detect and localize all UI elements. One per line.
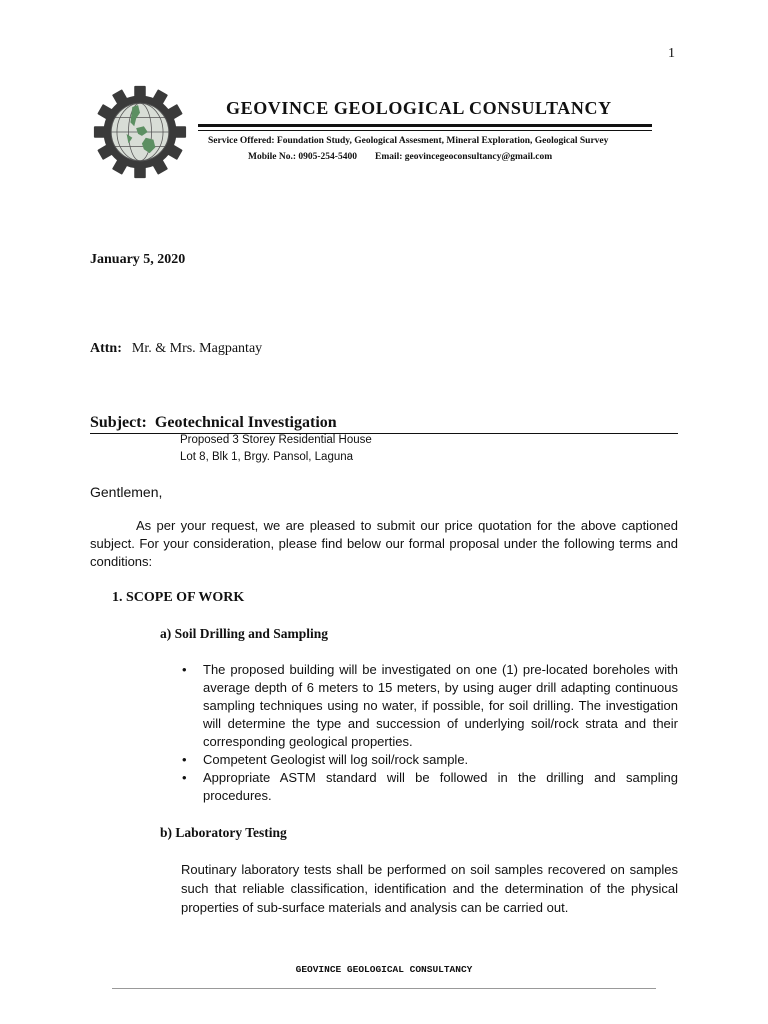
project-location: Lot 8, Blk 1, Brgy. Pansol, Laguna xyxy=(180,451,354,463)
bullet-text: Appropriate ASTM standard will be followed in the drilling and sampling procedures. xyxy=(203,770,678,803)
bullet-icon: • xyxy=(182,662,187,677)
section-scope-of-work: 1. SCOPE OF WORK xyxy=(112,590,245,605)
attn-name: Mr. & Mrs. Magpantay xyxy=(131,341,263,356)
bullet-text: The proposed building will be investigated on one (1) pre-located boreholes with average depth of 6 meters to 15 meters, by using auger drill adapting continuous sampling techniques using no water, if possible, for soil drilling. The investigation will determine the type and succession of underlying soil/rock strata and their corresponding geological properties. xyxy=(203,662,678,749)
list-item xyxy=(182,769,678,805)
services-offered: Service Offered: Foundation Study, Geological Assesment, Mineral Exploration, Geological Survey xyxy=(208,136,609,146)
bullet-icon: • xyxy=(182,752,187,767)
footer-rule xyxy=(112,988,656,989)
list-item xyxy=(182,751,678,769)
attention-line xyxy=(90,341,262,357)
subsection-laboratory-testing: b) Laboratory Testing xyxy=(160,825,287,840)
contact-line xyxy=(248,152,552,162)
gear-globe-logo-icon xyxy=(92,84,188,180)
subject-title: Geotechnical Investigation xyxy=(154,414,337,431)
page-number: 1 xyxy=(668,46,675,61)
mobile-number: Mobile No.: 0905-254-5400 xyxy=(248,152,357,162)
bullet-text: Competent Geologist will log soil/rock sample. xyxy=(203,752,469,767)
intro-paragraph: As per your request, we are pleased to submit our price quotation for the above captioned subject. For your consideration, please find below our formal proposal under the following terms and conditions: xyxy=(90,518,678,569)
scope-bullet-list xyxy=(182,661,678,805)
salutation: Gentlemen, xyxy=(90,484,163,500)
laboratory-paragraph: Routinary laboratory tests shall be performed on soil samples recovered on samples such that reliable classification, identification and the determination of the physical properties of sub-surface materials and analysis can be carried out. xyxy=(181,862,678,915)
letterhead-rule-thin xyxy=(198,130,652,131)
letterhead-rule-thick xyxy=(198,124,652,127)
subsection-soil-drilling: a) Soil Drilling and Sampling xyxy=(160,626,329,641)
company-name: GEOVINCE GEOLOGICAL CONSULTANCY xyxy=(226,98,612,118)
project-description: Proposed 3 Storey Residential House xyxy=(180,434,372,446)
email-address: Email: geovincegeoconsultancy@gmail.com xyxy=(374,152,553,162)
letter-date: January 5, 2020 xyxy=(90,252,186,267)
subject-label: Subject: xyxy=(90,414,147,431)
footer-company-name: GEOVINCE GEOLOGICAL CONSULTANCY xyxy=(295,964,473,975)
attn-label: Attn: xyxy=(90,341,122,356)
bullet-icon: • xyxy=(182,770,187,785)
list-item xyxy=(182,661,678,751)
subject-line xyxy=(90,414,678,434)
